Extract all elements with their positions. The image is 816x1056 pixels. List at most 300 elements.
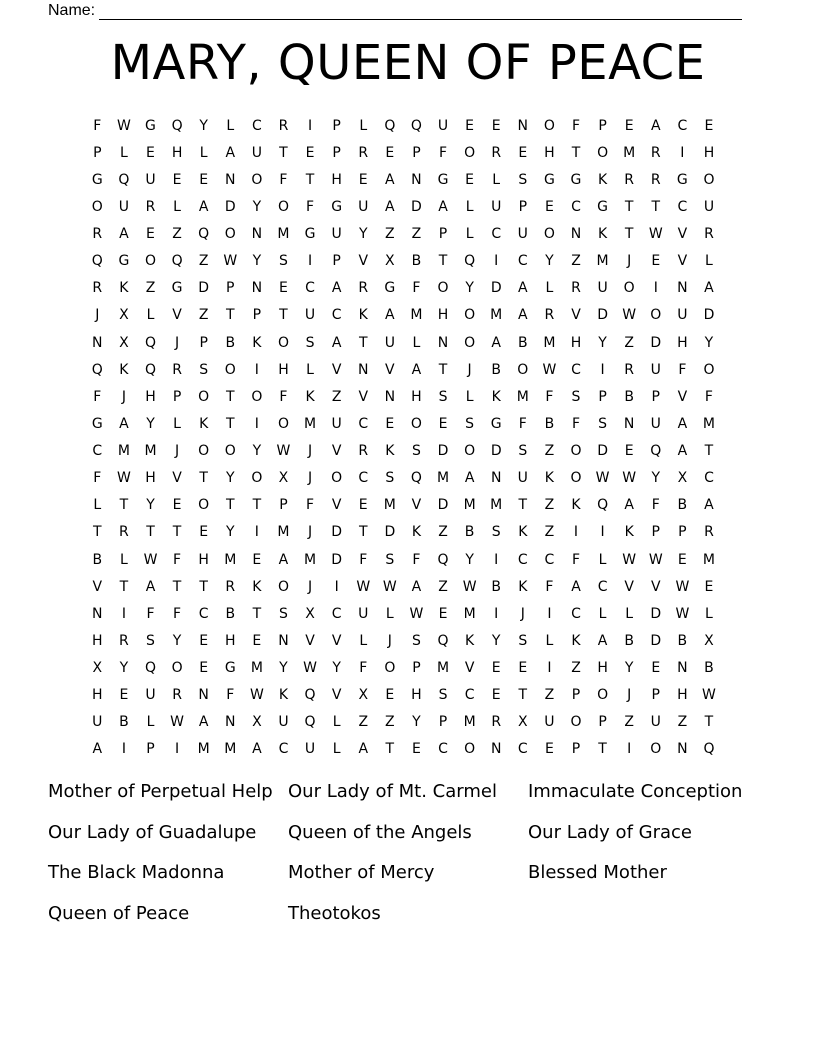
grid-letter[interactable]: L bbox=[332, 741, 341, 758]
grid-letter[interactable]: S bbox=[518, 443, 528, 460]
grid-letter[interactable]: T bbox=[518, 687, 528, 704]
grid-letter[interactable]: I bbox=[600, 524, 605, 541]
grid-letter[interactable]: F bbox=[306, 198, 315, 215]
grid-letter[interactable]: Z bbox=[544, 687, 555, 704]
grid-letter[interactable]: J bbox=[307, 470, 313, 487]
grid-letter[interactable]: U bbox=[145, 687, 156, 704]
grid-letter[interactable]: R bbox=[650, 171, 661, 188]
grid-letter[interactable]: W bbox=[462, 578, 477, 595]
grid-letter[interactable]: D bbox=[597, 443, 608, 460]
grid-letter[interactable]: E bbox=[544, 198, 554, 215]
grid-letter[interactable]: T bbox=[438, 253, 448, 270]
grid-letter[interactable]: F bbox=[518, 415, 527, 432]
grid-letter[interactable]: T bbox=[252, 605, 262, 622]
grid-letter[interactable]: S bbox=[146, 632, 155, 649]
grid-letter[interactable]: M bbox=[304, 551, 317, 568]
grid-letter[interactable]: H bbox=[570, 334, 582, 351]
grid-letter[interactable]: X bbox=[278, 470, 289, 487]
grid-letter[interactable]: I bbox=[600, 361, 605, 378]
grid-letter[interactable]: C bbox=[571, 605, 581, 622]
grid-letter[interactable]: P bbox=[438, 226, 448, 243]
grid-letter[interactable]: J bbox=[467, 361, 472, 378]
grid-letter[interactable]: T bbox=[119, 497, 129, 514]
grid-letter[interactable]: E bbox=[146, 226, 155, 243]
grid-letter[interactable]: W bbox=[675, 578, 690, 595]
grid-letter[interactable]: R bbox=[278, 117, 289, 134]
grid-letter[interactable]: T bbox=[624, 198, 634, 215]
grid-letter[interactable]: E bbox=[358, 497, 368, 514]
grid-letter[interactable]: T bbox=[199, 578, 208, 595]
grid-letter[interactable]: Y bbox=[332, 660, 341, 677]
grid-letter[interactable]: Z bbox=[544, 497, 555, 514]
grid-letter[interactable]: Q bbox=[304, 714, 316, 731]
grid-letter[interactable]: C bbox=[677, 117, 688, 134]
grid-letter[interactable]: E bbox=[385, 687, 395, 704]
grid-letter[interactable]: K bbox=[385, 443, 395, 460]
grid-letter[interactable]: R bbox=[119, 524, 129, 541]
grid-letter[interactable]: B bbox=[491, 578, 501, 595]
grid-letter[interactable]: F bbox=[279, 171, 288, 188]
grid-letter[interactable]: T bbox=[279, 144, 288, 161]
grid-letter[interactable]: L bbox=[465, 388, 474, 405]
grid-letter[interactable]: Q bbox=[144, 361, 156, 378]
grid-letter[interactable]: Q bbox=[304, 687, 316, 704]
grid-letter[interactable]: T bbox=[279, 307, 288, 324]
grid-letter[interactable]: D bbox=[703, 307, 715, 324]
grid-letter[interactable]: Y bbox=[119, 660, 129, 677]
grid-letter[interactable]: X bbox=[305, 605, 315, 622]
grid-letter[interactable]: K bbox=[252, 578, 262, 595]
grid-letter[interactable]: N bbox=[251, 226, 263, 243]
grid-letter[interactable]: E bbox=[385, 144, 395, 161]
grid-letter[interactable]: I bbox=[627, 741, 632, 758]
grid-letter[interactable]: C bbox=[331, 307, 342, 324]
grid-letter[interactable]: V bbox=[305, 632, 315, 649]
grid-letter[interactable]: U bbox=[650, 361, 661, 378]
grid-letter[interactable]: Q bbox=[171, 117, 183, 134]
grid-letter[interactable]: E bbox=[146, 144, 155, 161]
grid-letter[interactable]: T bbox=[252, 497, 262, 514]
grid-letter[interactable]: C bbox=[677, 198, 688, 215]
grid-letter[interactable]: B bbox=[517, 334, 528, 351]
grid-letter[interactable]: R bbox=[704, 524, 714, 541]
grid-letter[interactable]: J bbox=[627, 687, 632, 704]
grid-letter[interactable]: I bbox=[680, 144, 685, 161]
grid-letter[interactable]: H bbox=[145, 388, 156, 405]
grid-letter[interactable]: R bbox=[650, 144, 661, 161]
grid-letter[interactable]: O bbox=[623, 280, 635, 297]
grid-letter[interactable]: U bbox=[437, 117, 449, 134]
grid-letter[interactable]: F bbox=[545, 388, 554, 405]
grid-letter[interactable]: N bbox=[677, 280, 688, 297]
grid-letter[interactable]: V bbox=[464, 660, 475, 677]
grid-letter[interactable]: S bbox=[598, 415, 608, 432]
grid-letter[interactable]: K bbox=[571, 497, 581, 514]
grid-letter[interactable]: P bbox=[518, 198, 528, 215]
grid-letter[interactable]: L bbox=[93, 497, 102, 514]
grid-letter[interactable]: H bbox=[677, 334, 688, 351]
grid-letter[interactable]: E bbox=[518, 144, 528, 161]
grid-letter[interactable]: M bbox=[410, 307, 423, 324]
grid-letter[interactable]: L bbox=[226, 117, 235, 134]
grid-letter[interactable]: H bbox=[171, 144, 183, 161]
grid-letter[interactable]: K bbox=[119, 361, 129, 378]
grid-letter[interactable]: I bbox=[254, 361, 259, 378]
grid-letter[interactable]: Z bbox=[438, 524, 448, 541]
grid-letter[interactable]: D bbox=[597, 307, 608, 324]
grid-letter[interactable]: Y bbox=[412, 714, 421, 731]
grid-letter[interactable]: C bbox=[571, 361, 581, 378]
grid-letter[interactable]: A bbox=[385, 171, 395, 188]
grid-letter[interactable]: A bbox=[704, 280, 714, 297]
grid-letter[interactable]: P bbox=[93, 144, 102, 161]
grid-letter[interactable]: P bbox=[199, 334, 208, 351]
grid-letter[interactable]: E bbox=[411, 741, 421, 758]
grid-letter[interactable]: U bbox=[331, 415, 342, 432]
grid-letter[interactable]: D bbox=[198, 280, 210, 297]
grid-letter[interactable]: T bbox=[146, 524, 155, 541]
grid-letter[interactable]: Z bbox=[677, 714, 688, 731]
grid-letter[interactable]: E bbox=[385, 415, 395, 432]
grid-letter[interactable]: L bbox=[332, 714, 341, 731]
grid-letter[interactable]: Q bbox=[118, 171, 130, 188]
grid-letter[interactable]: W bbox=[648, 226, 663, 243]
grid-letter[interactable]: O bbox=[277, 334, 289, 351]
grid-letter[interactable]: H bbox=[411, 388, 422, 405]
grid-letter[interactable]: T bbox=[199, 470, 208, 487]
grid-letter[interactable]: T bbox=[651, 198, 661, 215]
grid-letter[interactable]: K bbox=[278, 687, 289, 704]
grid-letter[interactable]: P bbox=[412, 144, 421, 161]
grid-letter[interactable]: I bbox=[175, 741, 180, 758]
grid-letter[interactable]: X bbox=[704, 632, 714, 649]
grid-letter[interactable]: E bbox=[119, 687, 129, 704]
grid-letter[interactable]: Y bbox=[624, 660, 634, 677]
grid-letter[interactable]: D bbox=[490, 280, 502, 297]
grid-letter[interactable]: V bbox=[172, 307, 182, 324]
grid-letter[interactable]: E bbox=[358, 171, 368, 188]
grid-letter[interactable]: Q bbox=[410, 470, 422, 487]
grid-letter[interactable]: C bbox=[358, 415, 369, 432]
grid-letter[interactable]: E bbox=[305, 144, 315, 161]
grid-letter[interactable]: Y bbox=[491, 632, 501, 649]
grid-letter[interactable]: J bbox=[520, 605, 525, 622]
grid-letter[interactable]: E bbox=[465, 117, 475, 134]
grid-letter[interactable]: X bbox=[252, 714, 262, 731]
grid-letter[interactable]: T bbox=[438, 361, 448, 378]
grid-letter[interactable]: Q bbox=[437, 551, 449, 568]
grid-letter[interactable]: X bbox=[119, 334, 129, 351]
grid-letter[interactable]: O bbox=[597, 687, 609, 704]
grid-letter[interactable]: T bbox=[358, 334, 368, 351]
grid-letter[interactable]: J bbox=[387, 632, 392, 649]
grid-letter[interactable]: I bbox=[494, 605, 499, 622]
grid-letter[interactable]: R bbox=[491, 144, 502, 161]
grid-letter[interactable]: R bbox=[491, 714, 502, 731]
grid-letter[interactable]: J bbox=[307, 578, 313, 595]
grid-letter[interactable]: Y bbox=[146, 415, 155, 432]
grid-letter[interactable]: Q bbox=[384, 117, 396, 134]
grid-letter[interactable]: P bbox=[651, 524, 660, 541]
grid-letter[interactable]: B bbox=[677, 497, 688, 514]
grid-letter[interactable]: W bbox=[622, 307, 637, 324]
grid-letter[interactable]: E bbox=[491, 660, 501, 677]
grid-letter[interactable]: P bbox=[279, 497, 288, 514]
grid-letter[interactable]: N bbox=[384, 388, 396, 405]
grid-letter[interactable]: F bbox=[93, 388, 102, 405]
grid-letter[interactable]: A bbox=[198, 198, 209, 215]
grid-letter[interactable]: E bbox=[199, 171, 209, 188]
grid-letter[interactable]: U bbox=[304, 307, 316, 324]
grid-letter[interactable]: Z bbox=[385, 714, 395, 731]
grid-letter[interactable]: O bbox=[277, 578, 289, 595]
grid-letter[interactable]: A bbox=[225, 144, 236, 161]
grid-letter[interactable]: S bbox=[438, 687, 448, 704]
grid-letter[interactable]: S bbox=[305, 334, 315, 351]
grid-letter[interactable]: K bbox=[597, 171, 608, 188]
grid-letter[interactable]: F bbox=[173, 605, 182, 622]
grid-letter[interactable]: E bbox=[624, 117, 634, 134]
grid-letter[interactable]: C bbox=[517, 741, 528, 758]
grid-letter[interactable]: F bbox=[571, 551, 581, 568]
grid-letter[interactable]: T bbox=[358, 524, 368, 541]
grid-letter[interactable]: W bbox=[675, 605, 690, 622]
grid-letter[interactable]: L bbox=[598, 605, 607, 622]
grid-letter[interactable]: K bbox=[518, 524, 528, 541]
grid-letter[interactable]: Z bbox=[358, 714, 369, 731]
grid-letter[interactable]: G bbox=[570, 171, 582, 188]
grid-letter[interactable]: Z bbox=[544, 443, 555, 460]
grid-letter[interactable]: R bbox=[704, 226, 714, 243]
grid-letter[interactable]: U bbox=[92, 714, 103, 731]
grid-letter[interactable]: E bbox=[518, 660, 528, 677]
grid-letter[interactable]: U bbox=[331, 226, 342, 243]
grid-letter[interactable]: Z bbox=[145, 280, 156, 297]
grid-letter[interactable]: Q bbox=[198, 226, 210, 243]
grid-letter[interactable]: W bbox=[303, 660, 317, 677]
grid-letter[interactable]: N bbox=[411, 171, 422, 188]
grid-letter[interactable]: Y bbox=[252, 443, 262, 460]
grid-letter[interactable]: B bbox=[119, 714, 129, 731]
grid-letter[interactable]: Z bbox=[624, 334, 634, 351]
grid-letter[interactable]: O bbox=[437, 280, 449, 297]
grid-letter[interactable]: D bbox=[331, 551, 343, 568]
grid-letter[interactable]: P bbox=[332, 117, 341, 134]
grid-letter[interactable]: E bbox=[438, 605, 448, 622]
grid-letter[interactable]: B bbox=[704, 660, 714, 677]
grid-letter[interactable]: Q bbox=[437, 632, 449, 649]
grid-letter[interactable]: G bbox=[597, 198, 608, 215]
grid-letter[interactable]: U bbox=[650, 714, 661, 731]
grid-letter[interactable]: O bbox=[517, 361, 529, 378]
grid-letter[interactable]: P bbox=[651, 388, 660, 405]
grid-letter[interactable]: V bbox=[358, 388, 369, 405]
grid-letter[interactable]: X bbox=[358, 687, 369, 704]
grid-letter[interactable]: E bbox=[172, 171, 182, 188]
grid-letter[interactable]: T bbox=[225, 415, 235, 432]
grid-letter[interactable]: S bbox=[491, 524, 501, 541]
grid-letter[interactable]: H bbox=[198, 551, 209, 568]
grid-letter[interactable]: G bbox=[543, 171, 555, 188]
grid-letter[interactable]: P bbox=[438, 714, 448, 731]
grid-letter[interactable]: V bbox=[331, 443, 342, 460]
grid-letter[interactable]: D bbox=[490, 443, 502, 460]
grid-letter[interactable]: R bbox=[119, 632, 129, 649]
grid-letter[interactable]: Y bbox=[279, 660, 288, 677]
grid-letter[interactable]: U bbox=[650, 415, 661, 432]
grid-letter[interactable]: F bbox=[93, 470, 102, 487]
grid-letter[interactable]: J bbox=[307, 524, 313, 541]
grid-letter[interactable]: W bbox=[409, 605, 424, 622]
grid-letter[interactable]: A bbox=[278, 551, 289, 568]
grid-letter[interactable]: N bbox=[677, 660, 688, 677]
grid-letter[interactable]: Z bbox=[172, 226, 182, 243]
grid-letter[interactable]: O bbox=[198, 443, 210, 460]
grid-letter[interactable]: B bbox=[624, 388, 634, 405]
grid-letter[interactable]: A bbox=[331, 280, 342, 297]
grid-letter[interactable]: Z bbox=[198, 253, 209, 270]
grid-letter[interactable]: M bbox=[463, 605, 476, 622]
grid-letter[interactable]: Z bbox=[438, 578, 448, 595]
grid-letter[interactable]: P bbox=[172, 388, 182, 405]
grid-letter[interactable]: Z bbox=[385, 226, 395, 243]
grid-letter[interactable]: M bbox=[490, 307, 503, 324]
grid-letter[interactable]: M bbox=[436, 470, 450, 487]
grid-letter[interactable]: H bbox=[703, 144, 715, 161]
grid-letter[interactable]: D bbox=[437, 497, 449, 514]
grid-letter[interactable]: V bbox=[411, 497, 422, 514]
grid-letter[interactable]: V bbox=[385, 361, 395, 378]
grid-letter[interactable]: I bbox=[121, 741, 126, 758]
grid-letter[interactable]: R bbox=[172, 687, 182, 704]
grid-letter[interactable]: M bbox=[304, 415, 317, 432]
grid-letter[interactable]: P bbox=[332, 144, 341, 161]
grid-letter[interactable]: G bbox=[437, 171, 449, 188]
grid-letter[interactable]: O bbox=[543, 226, 555, 243]
grid-letter[interactable]: A bbox=[119, 226, 129, 243]
grid-letter[interactable]: L bbox=[465, 198, 474, 215]
grid-letter[interactable]: T bbox=[225, 307, 235, 324]
grid-letter[interactable]: Y bbox=[465, 551, 474, 568]
grid-letter[interactable]: O bbox=[464, 307, 476, 324]
grid-letter[interactable]: O bbox=[91, 198, 103, 215]
grid-letter[interactable]: D bbox=[384, 524, 396, 541]
grid-letter[interactable]: A bbox=[385, 198, 395, 215]
grid-letter[interactable]: Q bbox=[410, 117, 422, 134]
grid-letter[interactable]: C bbox=[571, 198, 581, 215]
grid-letter[interactable]: O bbox=[464, 741, 476, 758]
grid-letter[interactable]: A bbox=[358, 741, 369, 758]
grid-letter[interactable]: P bbox=[146, 741, 155, 758]
grid-letter[interactable]: P bbox=[226, 280, 235, 297]
grid-letter[interactable]: W bbox=[276, 443, 291, 460]
grid-letter[interactable]: V bbox=[677, 253, 688, 270]
grid-letter[interactable]: O bbox=[597, 144, 609, 161]
grid-letter[interactable]: O bbox=[464, 443, 476, 460]
grid-letter[interactable]: I bbox=[547, 605, 552, 622]
grid-letter[interactable]: F bbox=[412, 280, 421, 297]
grid-letter[interactable]: M bbox=[623, 144, 636, 161]
grid-letter[interactable]: V bbox=[331, 497, 342, 514]
grid-letter[interactable]: F bbox=[359, 551, 368, 568]
grid-letter[interactable]: E bbox=[704, 117, 714, 134]
grid-letter[interactable]: C bbox=[438, 741, 448, 758]
grid-letter[interactable]: K bbox=[491, 388, 501, 405]
grid-letter[interactable]: U bbox=[251, 144, 262, 161]
grid-letter[interactable]: I bbox=[494, 253, 499, 270]
grid-letter[interactable]: T bbox=[93, 524, 102, 541]
grid-letter[interactable]: O bbox=[224, 361, 236, 378]
grid-letter[interactable]: O bbox=[410, 415, 422, 432]
grid-letter[interactable]: Y bbox=[225, 470, 235, 487]
grid-letter[interactable]: K bbox=[119, 280, 129, 297]
grid-letter[interactable]: C bbox=[251, 117, 262, 134]
grid-letter[interactable]: T bbox=[518, 497, 528, 514]
grid-letter[interactable]: G bbox=[145, 117, 156, 134]
grid-letter[interactable]: F bbox=[571, 415, 581, 432]
grid-letter[interactable]: K bbox=[544, 470, 554, 487]
grid-letter[interactable]: S bbox=[279, 605, 288, 622]
grid-letter[interactable]: O bbox=[570, 470, 582, 487]
grid-letter[interactable]: M bbox=[250, 660, 263, 677]
grid-letter[interactable]: F bbox=[146, 605, 155, 622]
grid-letter[interactable]: W bbox=[648, 551, 663, 568]
grid-letter[interactable]: E bbox=[544, 741, 554, 758]
grid-letter[interactable]: X bbox=[385, 253, 395, 270]
grid-letter[interactable]: A bbox=[650, 117, 661, 134]
grid-letter[interactable]: L bbox=[199, 144, 208, 161]
grid-letter[interactable]: L bbox=[306, 361, 314, 378]
grid-letter[interactable]: V bbox=[624, 578, 634, 595]
grid-letter[interactable]: M bbox=[596, 253, 609, 270]
grid-letter[interactable]: O bbox=[464, 144, 476, 161]
grid-letter[interactable]: M bbox=[383, 497, 396, 514]
grid-letter[interactable]: H bbox=[597, 660, 608, 677]
grid-letter[interactable]: L bbox=[625, 605, 634, 622]
grid-letter[interactable]: U bbox=[703, 198, 715, 215]
grid-letter[interactable]: H bbox=[225, 632, 236, 649]
grid-letter[interactable]: L bbox=[119, 551, 128, 568]
grid-letter[interactable]: M bbox=[224, 551, 237, 568]
grid-letter[interactable]: H bbox=[544, 144, 555, 161]
grid-letter[interactable]: I bbox=[653, 280, 658, 297]
grid-letter[interactable]: B bbox=[544, 415, 555, 432]
grid-letter[interactable]: G bbox=[224, 660, 236, 677]
grid-letter[interactable]: A bbox=[411, 578, 422, 595]
grid-letter[interactable]: J bbox=[95, 307, 100, 324]
grid-letter[interactable]: J bbox=[627, 253, 632, 270]
grid-letter[interactable]: Y bbox=[465, 280, 474, 297]
grid-letter[interactable]: A bbox=[704, 497, 714, 514]
grid-letter[interactable]: R bbox=[92, 226, 103, 243]
grid-letter[interactable]: L bbox=[545, 632, 554, 649]
grid-letter[interactable]: T bbox=[704, 714, 714, 731]
grid-letter[interactable]: F bbox=[571, 117, 581, 134]
grid-letter[interactable]: A bbox=[385, 307, 395, 324]
grid-letter[interactable]: H bbox=[411, 687, 422, 704]
grid-letter[interactable]: J bbox=[121, 388, 126, 405]
grid-letter[interactable]: F bbox=[306, 497, 315, 514]
grid-letter[interactable]: M bbox=[436, 660, 450, 677]
grid-letter[interactable]: F bbox=[359, 660, 368, 677]
grid-letter[interactable]: O bbox=[570, 443, 582, 460]
grid-letter[interactable]: M bbox=[463, 497, 476, 514]
grid-letter[interactable]: A bbox=[92, 741, 103, 758]
grid-letter[interactable]: I bbox=[254, 415, 259, 432]
grid-letter[interactable]: J bbox=[175, 443, 180, 460]
grid-letter[interactable]: P bbox=[651, 687, 660, 704]
grid-letter[interactable]: I bbox=[254, 524, 259, 541]
